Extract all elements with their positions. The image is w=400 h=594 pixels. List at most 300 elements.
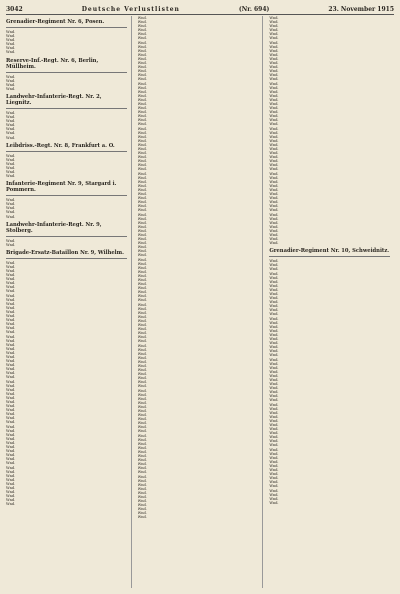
casualty-entry: Wnd. — [6, 477, 16, 482]
casualty-entry: Wnd. — [269, 332, 279, 337]
casualty-entry: Wnd. — [6, 375, 16, 380]
casualty-entry: Wnd. — [269, 220, 279, 225]
casualty-entry: Wnd. — [269, 292, 279, 296]
casualty-entry: Wnd. — [137, 73, 147, 78]
casualty-entry: Wnd. — [137, 106, 147, 111]
casualty-entry: Wnd. — [269, 52, 279, 57]
casualty-entry: Wnd. — [269, 101, 279, 106]
casualty-entry: Wnd. — [269, 468, 279, 473]
casualty-entry: Wnd. — [137, 310, 147, 315]
casualty-entry: Wnd. — [137, 61, 147, 66]
casualty-entry: Wnd. — [269, 349, 279, 354]
casualty-entry: Wnd. — [269, 476, 279, 481]
casualty-entry: Wnd. — [137, 159, 147, 164]
casualty-entry: Wnd. — [6, 202, 16, 207]
casualty-entry: Wnd. — [6, 110, 16, 115]
casualty-entry: Wnd. — [6, 135, 16, 140]
casualty-entry: Wnd. — [6, 498, 16, 503]
casualty-entry: Wnd. — [269, 447, 279, 452]
casualty-entry: Wnd. — [137, 261, 147, 266]
casualty-entry: Wnd. — [6, 408, 16, 413]
casualty-entry: Wnd. — [137, 490, 147, 495]
casualty-entry: Wnd. — [269, 196, 279, 201]
casualty-entry: Wnd. — [137, 65, 147, 70]
casualty-entry: Wnd. — [6, 50, 16, 55]
casualty-entry: Wnd. — [269, 138, 279, 143]
casualty-entry: Wnd. — [269, 382, 279, 387]
casualty-entry: Wnd. — [269, 414, 279, 419]
casualty-entry: Wnd. — [269, 151, 279, 156]
casualty-entry: Wnd. — [137, 220, 147, 225]
casualty-entry: Wnd. — [137, 368, 147, 373]
casualty-entry: Wnd. — [137, 339, 147, 344]
casualty-entry: Wnd. — [269, 65, 279, 70]
casualty-entry: Wnd. — [6, 383, 16, 388]
casualty-entry: Wnd. — [137, 511, 147, 516]
casualty-entry: Wnd. — [137, 400, 147, 405]
casualty-entry: Wnd. — [6, 318, 16, 323]
casualty-entry: Wnd. — [137, 282, 147, 287]
casualty-entry: Wnd. — [6, 260, 16, 265]
casualty-entry: Wnd. — [269, 267, 279, 272]
regiment-heading: Landwehr-Infanterie-Regt. Nr. 9, Stolberg. — [6, 221, 102, 234]
casualty-entry: Wnd. — [137, 249, 147, 254]
casualty-entry: Wnd. — [269, 283, 279, 288]
casualty-entry: Wnd. — [269, 48, 279, 53]
divider — [6, 27, 127, 28]
casualty-entry: Wnd. — [269, 61, 279, 66]
casualty-entry: Wnd. — [137, 48, 147, 53]
casualty-entry: Wnd. — [137, 290, 147, 295]
casualty-entry: Wnd. — [137, 302, 147, 307]
divider — [6, 195, 127, 196]
casualty-entry: Wnd. — [269, 224, 279, 229]
casualty-entry: Wnd. — [137, 273, 147, 278]
casualty-entry: Wnd. — [6, 153, 16, 158]
casualty-entry: Wnd. — [6, 301, 16, 306]
casualty-entry: Wnd. — [137, 151, 147, 156]
casualty-entry: Wnd. — [137, 359, 147, 364]
casualty-entry: Wnd. — [6, 457, 16, 462]
casualty-entry: Wnd. — [137, 196, 147, 201]
casualty-entry: Wnd. — [137, 253, 147, 258]
casualty-entry: Wnd. — [6, 420, 16, 425]
casualty-entry: Wnd. — [137, 449, 147, 454]
casualty-entry: Wnd. — [137, 470, 147, 475]
casualty-entry: Wnd. — [137, 355, 147, 360]
casualty-entry: Wnd. — [137, 413, 147, 418]
casualty-entry: Wnd. — [269, 147, 279, 151]
casualty-entry: Wnd. — [6, 334, 16, 339]
casualty-entry: Wnd. — [6, 74, 16, 79]
casualty-entry: Wnd. — [137, 507, 147, 512]
casualty-entry: Wnd. — [137, 69, 147, 74]
casualty-entry: Wnd. — [269, 40, 279, 45]
casualty-entry: Wnd. — [137, 81, 147, 86]
casualty-entry: Wnd. — [269, 271, 279, 276]
casualty-entry: Wnd. — [137, 167, 147, 172]
casualty-entry: Wnd. — [6, 273, 16, 278]
casualty-entry: Wnd. — [269, 232, 279, 237]
casualty-entry: Wnd. — [269, 171, 279, 176]
casualty-entry: Wnd. — [137, 286, 147, 291]
casualty-entry: Wnd. — [137, 118, 147, 123]
casualty-entry: Wnd. — [137, 380, 147, 385]
casualty-entry: Wnd. — [137, 192, 147, 197]
casualty-entry: Wnd. — [6, 206, 16, 211]
casualty-entry: Wnd. — [6, 428, 16, 433]
casualty-entry: Wnd. — [137, 269, 147, 274]
casualty-entry: Wnd. — [269, 431, 279, 436]
casualty-entry: Wnd. — [137, 171, 147, 176]
casualty-entry: Wnd. — [269, 275, 279, 280]
casualty-entry: Wnd. — [137, 425, 147, 430]
casualty-entry: Wnd. — [137, 306, 147, 311]
casualty-entry: Wnd. — [6, 289, 16, 294]
casualty-entry: Wnd. — [6, 490, 16, 495]
casualty-entry: Wnd. — [269, 377, 279, 382]
casualty-entry: Wnd. — [137, 494, 147, 499]
casualty-entry: Wnd. — [137, 294, 147, 299]
casualty-entry: Wnd. — [137, 208, 147, 213]
casualty-entry: Wnd. — [269, 410, 279, 415]
casualty-entry: Wnd. — [269, 390, 279, 395]
casualty-entry: Wnd. — [6, 453, 16, 458]
casualty-entry: Wnd. — [269, 155, 279, 160]
casualty-entry: Wnd. — [269, 443, 279, 448]
casualty-entry: Wnd. — [269, 357, 279, 362]
casualty-entry: Wnd. — [269, 341, 279, 346]
casualty-entry: Wnd. — [269, 361, 279, 366]
casualty-entry: Wnd. — [269, 175, 279, 180]
casualty-entry: Wnd. — [269, 480, 279, 485]
regiment-heading: Landwehr-Infanterie-Regt. Nr. 2, Liegnitz. — [6, 93, 102, 106]
casualty-entry: Wnd. — [137, 318, 147, 323]
casualty-entry: Wnd. — [269, 324, 279, 329]
casualty-entry: Wnd. — [269, 312, 279, 317]
casualty-entry: Wnd. — [137, 20, 147, 25]
casualty-entry: Wnd. — [269, 36, 279, 41]
casualty-entry: Wnd. — [137, 93, 147, 98]
casualty-entry: Wnd. — [269, 496, 279, 501]
casualty-entry: Wnd. — [137, 458, 147, 463]
casualty-entry: Wnd. — [6, 86, 16, 91]
divider — [6, 236, 127, 237]
casualty-entry: Wnd. — [269, 142, 279, 147]
casualty-entry: Wnd. — [269, 308, 279, 313]
casualty-entry: Wnd. — [137, 114, 147, 119]
casualty-entry: Wnd. — [269, 20, 279, 25]
regiment-heading: Grenadier-Regiment Nr. 10, Schweidnitz. — [269, 248, 390, 255]
casualty-entry: Wnd. — [6, 338, 16, 343]
casualty-entry: Wnd. — [137, 433, 147, 438]
casualty-entry: Wnd. — [269, 427, 279, 432]
casualty-entry: Wnd. — [269, 237, 279, 242]
casualty-entry: Wnd. — [137, 175, 147, 180]
publication-title: Deutsche Verlustlisten — [81, 5, 180, 13]
casualty-entry: Wnd. — [269, 304, 279, 309]
casualty-entry: Wnd. — [137, 474, 147, 479]
casualty-entry: Wnd. — [269, 373, 279, 378]
page-number: 3042 — [6, 5, 23, 13]
casualty-entry: Wnd. — [6, 38, 16, 43]
casualty-entry: Wnd. — [269, 337, 279, 342]
casualty-entry: Wnd. — [137, 396, 147, 401]
casualty-entry: Wnd. — [137, 478, 147, 483]
casualty-entry: Wnd. — [269, 300, 279, 305]
casualty-entry: Wnd. — [6, 350, 16, 355]
casualty-entry: Wnd. — [6, 174, 16, 179]
casualty-entry: Wnd. — [269, 484, 279, 489]
casualty-entry: Wnd. — [269, 320, 279, 325]
casualty-entry: Wnd. — [137, 466, 147, 471]
casualty-entry: Wnd. — [137, 147, 147, 151]
casualty-entry: Wnd. — [269, 492, 279, 497]
casualty-entry: Wnd. — [6, 346, 16, 351]
casualty-entry: Wnd. — [137, 138, 147, 143]
casualty-entry: Wnd. — [269, 200, 279, 205]
casualty-entry: Wnd. — [137, 130, 147, 135]
casualty-entry: Wnd. — [269, 216, 279, 221]
casualty-entry: Wnd. — [137, 32, 147, 37]
casualty-entry: Wnd. — [269, 369, 279, 374]
casualty-entry: Wnd. — [269, 73, 279, 78]
casualty-entry: Wnd. — [269, 24, 279, 29]
casualty-entry: Wnd. — [137, 343, 147, 348]
casualty-entry: Wnd. — [6, 367, 16, 372]
casualty-entry: Wnd. — [269, 56, 279, 61]
casualty-entry: Wnd. — [137, 237, 147, 242]
casualty-entry: Wnd. — [269, 418, 279, 423]
casualty-entry: Wnd. — [137, 499, 147, 504]
casualty-entry: Wnd. — [137, 445, 147, 450]
casualty-entry: Wnd. — [6, 157, 16, 162]
casualty-entry: Wnd. — [6, 78, 16, 83]
casualty-entry: Wnd. — [137, 89, 147, 94]
casualty-entry: Wnd. — [269, 459, 279, 464]
casualty-entry: Wnd. — [137, 101, 147, 106]
casualty-entry: Wnd. — [6, 494, 16, 499]
casualty-entry: Wnd. — [137, 204, 147, 209]
casualty-entry: Wnd. — [269, 110, 279, 115]
casualty-entry: Wnd. — [6, 359, 16, 364]
casualty-entry: Wnd. — [269, 163, 279, 168]
casualty-entry: Wnd. — [269, 212, 279, 217]
casualty-entry: Wnd. — [6, 285, 16, 290]
casualty-entry: Wnd. — [269, 435, 279, 440]
casualty-entry: Wnd. — [269, 32, 279, 37]
casualty-entry: Wnd. — [269, 118, 279, 123]
casualty-entry: Wnd. — [269, 500, 279, 505]
casualty-entry: Wnd. — [6, 387, 16, 392]
casualty-entry: Wnd. — [137, 179, 147, 184]
casualty-entry: Wnd. — [269, 204, 279, 209]
casualty-entry: Wnd. — [269, 192, 279, 197]
casualty-entry: Wnd. — [137, 327, 147, 332]
casualty-entry: Wnd. — [6, 214, 16, 219]
casualty-entry: Wnd. — [6, 391, 16, 396]
casualty-entry: Wnd. — [6, 123, 16, 128]
casualty-entry: Wnd. — [269, 439, 279, 444]
casualty-entry: Wnd. — [6, 424, 16, 429]
casualty-entry: Wnd. — [137, 40, 147, 45]
casualty-entry: Wnd. — [137, 56, 147, 61]
casualty-entry: Wnd. — [269, 259, 279, 264]
casualty-entry: Wnd. — [269, 263, 279, 268]
casualty-entry: Wnd. — [137, 409, 147, 413]
casualty-entry: Wnd. — [137, 44, 147, 49]
casualty-entry: Wnd. — [269, 122, 279, 127]
casualty-entry: Wnd. — [269, 126, 279, 131]
casualty-entry: Wnd. — [6, 30, 16, 34]
casualty-entry: Wnd. — [6, 131, 16, 136]
casualty-entry: Wnd. — [269, 187, 279, 192]
casualty-entry: Wnd. — [269, 85, 279, 90]
casualty-entry: Wnd. — [269, 183, 279, 188]
regiment-heading: Reserve-Inf.-Regt. Nr. 6, Berlin, Müllheim. — [6, 57, 99, 70]
casualty-entry: Wnd. — [6, 326, 16, 331]
divider — [6, 258, 127, 259]
casualty-entry: Wnd. — [137, 241, 147, 246]
casualty-entry: Wnd. — [137, 441, 147, 446]
casualty-entry: Wnd. — [6, 322, 16, 327]
casualty-entry: Wnd. — [137, 155, 147, 160]
casualty-entry: Wnd. — [137, 232, 147, 237]
divider — [6, 151, 127, 152]
casualty-entry: Wnd. — [269, 463, 279, 468]
casualty-entry: Wnd. — [137, 298, 147, 303]
divider — [269, 256, 390, 257]
divider — [6, 72, 127, 73]
casualty-entry: Wnd. — [137, 376, 147, 381]
casualty-entry: Wnd. — [269, 386, 279, 391]
casualty-entry: Wnd. — [6, 210, 16, 215]
casualty-entry: Wnd. — [6, 395, 16, 400]
issue-date: 23. November 1915 — [328, 5, 394, 13]
casualty-entry: Wnd. — [137, 335, 147, 340]
casualty-entry: Wnd. — [6, 432, 16, 437]
casualty-entry: Wnd. — [137, 421, 147, 426]
casualty-entry: Wnd. — [6, 277, 16, 282]
casualty-entry: Wnd. — [269, 89, 279, 94]
casualty-entry: Wnd. — [137, 122, 147, 127]
casualty-entry: Wnd. — [6, 416, 16, 421]
casualty-entry: Wnd. — [269, 279, 279, 284]
casualty-entry: Wnd. — [269, 28, 279, 33]
text-column — [269, 16, 394, 588]
casualty-entry: Wnd. — [269, 69, 279, 74]
casualty-entry: Wnd. — [269, 472, 279, 477]
casualty-entry: Wnd. — [137, 126, 147, 131]
casualty-entry: Wnd. — [137, 372, 147, 377]
casualty-entry: Wnd. — [6, 46, 16, 51]
casualty-entry: Wnd. — [6, 502, 16, 507]
casualty-entry: Wnd. — [6, 485, 16, 490]
casualty-entry: Wnd. — [137, 429, 147, 434]
casualty-entry: Wnd. — [269, 114, 279, 119]
casualty-entry: Wnd. — [137, 212, 147, 217]
casualty-entry: Wnd. — [269, 77, 279, 82]
casualty-entry: Wnd. — [6, 330, 16, 335]
casualty-entry: Wnd. — [6, 242, 16, 247]
casualty-entry: Wnd. — [6, 269, 16, 273]
casualty-entry: Wnd. — [269, 398, 279, 403]
casualty-entry: Wnd. — [137, 437, 147, 442]
casualty-entry: Wnd. — [6, 309, 16, 314]
casualty-entry: Wnd. — [269, 241, 279, 246]
casualty-entry: Wnd. — [137, 482, 147, 487]
casualty-entry: Wnd. — [6, 305, 16, 310]
casualty-entry: Wnd. — [6, 293, 16, 298]
casualty-entry: Wnd. — [137, 24, 147, 29]
casualty-entry: Wnd. — [269, 44, 279, 49]
casualty-entry: Wnd. — [269, 106, 279, 111]
casualty-entry: Wnd. — [137, 142, 147, 147]
casualty-entry: Wnd. — [6, 281, 16, 286]
casualty-entry: Wnd. — [137, 134, 147, 139]
casualty-entry: Wnd. — [137, 515, 147, 520]
casualty-entry: Wnd. — [6, 473, 16, 478]
casualty-entry: Wnd. — [137, 462, 147, 467]
casualty-entry: Wnd. — [137, 77, 147, 82]
casualty-entry: Wnd. — [269, 406, 279, 411]
casualty-entry: Wnd. — [269, 296, 279, 301]
casualty-entry: Wnd. — [269, 167, 279, 172]
casualty-entry: Wnd. — [6, 371, 16, 376]
casualty-entry: Wnd. — [137, 228, 147, 233]
casualty-entry: Wnd. — [137, 331, 147, 336]
casualty-entry: Wnd. — [137, 404, 147, 409]
casualty-entry: Wnd. — [269, 345, 279, 350]
casualty-entry: Wnd. — [137, 97, 147, 102]
casualty-entry: Wnd. — [137, 347, 147, 352]
casualty-entry: Wnd. — [137, 503, 147, 508]
casualty-entry: Wnd. — [6, 481, 16, 486]
casualty-entry: Wnd. — [6, 400, 16, 404]
casualty-entry: Wnd. — [6, 469, 16, 474]
casualty-entry: Wnd. — [269, 365, 279, 370]
casualty-entry: Wnd. — [269, 287, 279, 292]
casualty-entry: Wnd. — [137, 163, 147, 168]
regiment-heading: Leibdriss.-Regt. Nr. 8, Frankfurt a. O. — [6, 142, 115, 149]
text-column — [6, 16, 132, 588]
columns-container — [6, 16, 394, 588]
casualty-entry: Wnd. — [6, 42, 16, 47]
casualty-entry: Wnd. — [6, 412, 16, 417]
casualty-entry: Wnd. — [6, 354, 16, 359]
casualty-entry: Wnd. — [6, 119, 16, 124]
casualty-entry: Wnd. — [269, 16, 279, 20]
casualty-entry: Wnd. — [269, 488, 279, 493]
casualty-entry: Wnd. — [137, 216, 147, 221]
casualty-entry: Wnd. — [269, 328, 279, 333]
casualty-entry: Wnd. — [269, 316, 279, 321]
casualty-entry: Wnd. — [269, 451, 279, 456]
casualty-entry: Wnd. — [269, 402, 279, 407]
casualty-entry: Wnd. — [137, 52, 147, 57]
casualty-entry: Wnd. — [137, 36, 147, 41]
casualty-entry: Wnd. — [137, 257, 147, 262]
casualty-entry: Wnd. — [6, 465, 16, 470]
casualty-entry: Wnd. — [137, 486, 147, 491]
casualty-entry: Wnd. — [137, 110, 147, 115]
regiment-heading: Grenadier-Regiment Nr. 6, Posen. — [6, 19, 105, 25]
casualty-entry: Wnd. — [6, 461, 16, 466]
casualty-entry: Wnd. — [269, 97, 279, 102]
casualty-entry: Wnd. — [137, 392, 147, 397]
casualty-entry: Wnd. — [137, 454, 147, 459]
casualty-entry: Wnd. — [137, 187, 147, 192]
